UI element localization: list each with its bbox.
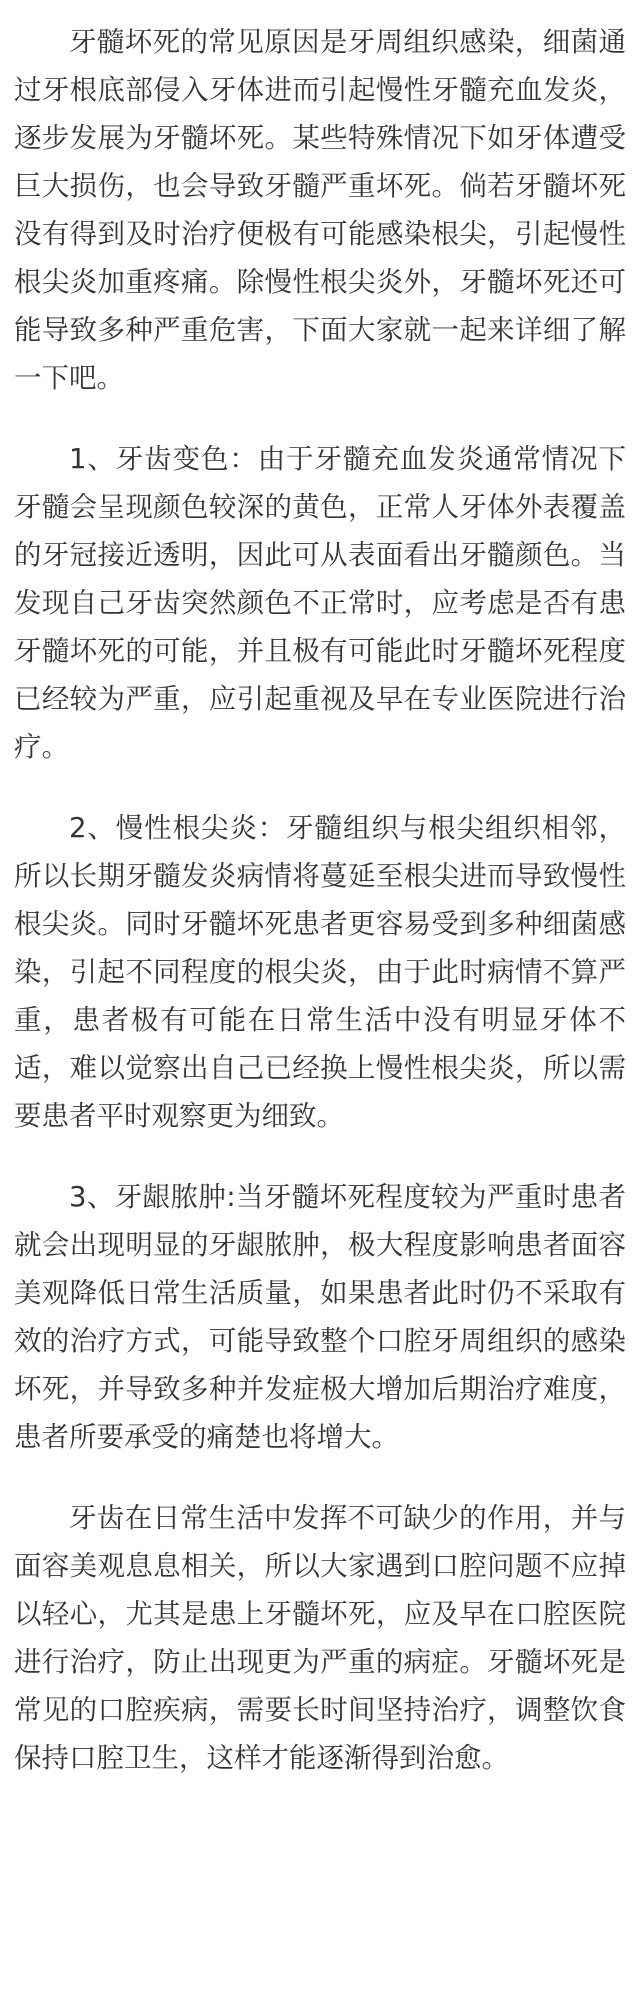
- conclusion-paragraph: 牙齿在日常生活中发挥不可缺少的作用，并与面容美观息息相关，所以大家遇到口腔问题不应掉以轻心，尤其是患上牙髓坏死，应及早在口腔医院进行治疗，防止出现更为严重的病症。牙髓坏死是常见的口腔疾病，需要长时间坚持治疗，调整饮食保持口腔卫生，这样才能逐渐得到治愈。: [14, 1502, 626, 1774]
- intro-paragraph: 牙髓坏死的常见原因是牙周组织感染，细菌通过牙根底部侵入牙体进而引起慢性牙髓充血发炎，逐步发展为牙髓坏死。某些特殊情况下如牙体遭受巨大损伤，也会导致牙髓严重坏死。倘若牙髓坏死没有得到及时治疗便极有可能感染根尖，引起慢性根尖炎加重疼痛。除慢性根尖炎外，牙髓坏死还可能导致多种严重危害，下面大家就一起来详细了解一下吧。: [14, 26, 626, 394]
- point-gum-abscess: 3、牙龈脓肿:当牙髓坏死程度较为严重时患者就会出现明显的牙龈脓肿，极大程度影响患者面容美观降低日常生活质量，如果患者此时仍不采取有效的治疗方式，可能导致整个口腔牙周组织的感染坏死，并导致多种并发症极大增加后期治疗难度，患者所要承受的痛楚也将增大。: [14, 1181, 626, 1453]
- point-chronic-periapical-inflammation: 2、慢性根尖炎：牙髓组织与根尖组织相邻，所以长期牙髓发炎病情将蔓延至根尖进而导致慢性根尖炎。同时牙髓坏死患者更容易受到多种细菌感染，引起不同程度的根尖炎，由于此时病情不算严重，患者极有可能在日常生活中没有明显牙体不适，难以觉察出自己已经换上慢性根尖炎，所以需要患者平时观察更为细致。: [14, 812, 626, 1132]
- point-tooth-discoloration: 1、牙齿变色：由于牙髓充血发炎通常情况下牙髓会呈现颜色较深的黄色，正常人牙体外表覆盖的牙冠接近透明，因此可从表面看出牙髓颜色。当发现自己牙齿突然颜色不正常时，应考虑是否有患牙髓坏死的可能，并且极有可能此时牙髓坏死程度已经较为严重，应引起重视及早在专业医院进行治疗。: [14, 443, 626, 763]
